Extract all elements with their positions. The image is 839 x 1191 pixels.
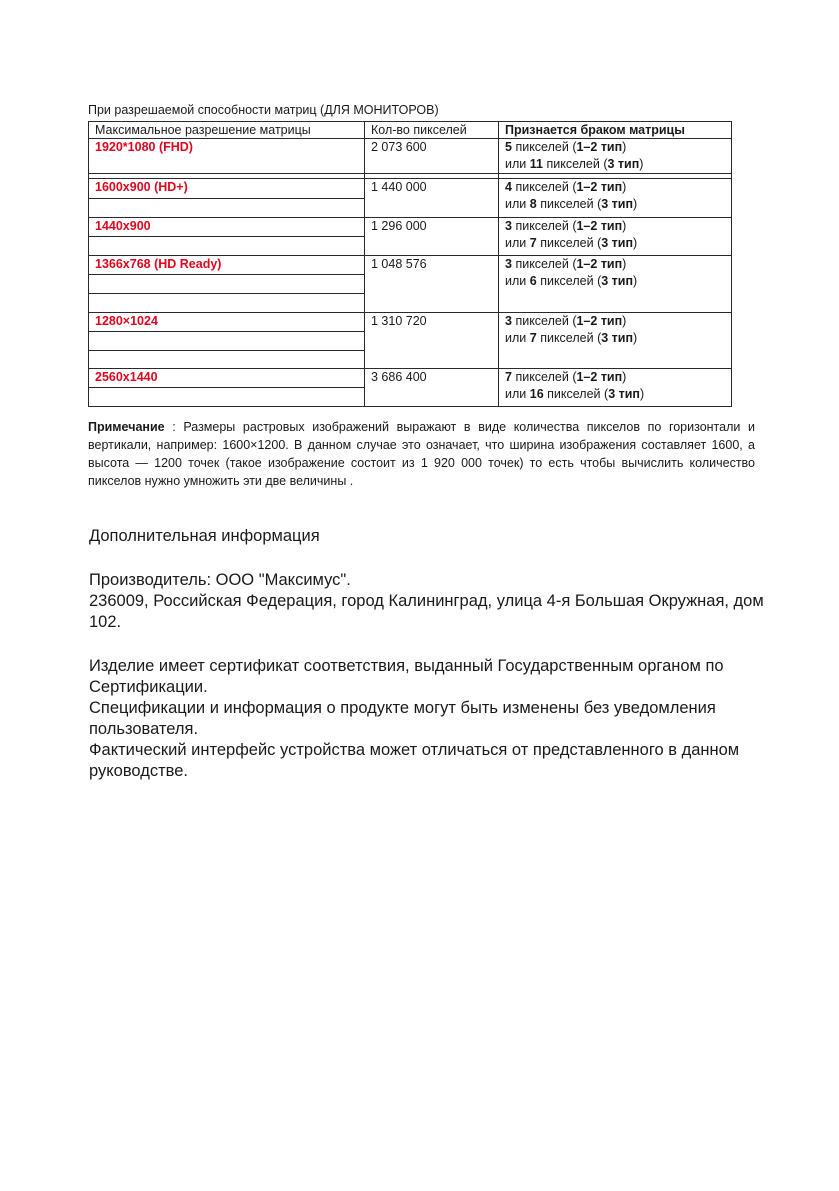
pixel-count-cell: 1 048 576 xyxy=(365,256,499,313)
empty-cell xyxy=(89,199,365,218)
defect-cell: 3 пикселей (1–2 тип) или 7 пикселей (3 тип) xyxy=(499,313,732,369)
resolution-cell: 1280×1024 xyxy=(89,313,365,332)
defect-cell: 7 пикселей (1–2 тип) или 16 пикселей (3 тип) xyxy=(499,369,732,407)
pixel-count-cell: 1 310 720 xyxy=(365,313,499,369)
empty-cell xyxy=(89,351,365,369)
info-heading: Дополнительная информация xyxy=(89,527,320,545)
empty-cell xyxy=(89,294,365,313)
defect-table xyxy=(88,121,732,407)
resolution-cell: 2560x1440 xyxy=(89,369,365,388)
interface-text: Фактический интерфейс устройства может отличаться от представленного в данном руководстве. xyxy=(89,741,740,780)
note-paragraph xyxy=(88,418,755,490)
manufacturer-line: Производитель: ООО "Максимус". xyxy=(89,571,351,589)
address-line: 236009, Российская Федерация, город Калининград, улица 4-я Большая Окружная, дом 102. xyxy=(89,592,764,631)
certificate-text: Изделие имеет сертификат соответствия, выданный Государственным органом по Сертификации. xyxy=(89,657,724,696)
table-row xyxy=(89,218,732,237)
table-caption: При разрешаемой способности матриц (ДЛЯ МОНИТОРОВ) xyxy=(88,103,439,117)
manufacturer-block xyxy=(89,570,789,633)
header-defect: Признается браком матрицы xyxy=(499,122,732,139)
defect-cell: 5 пикселей (1–2 тип) или 11 пикселей (3 тип) xyxy=(499,139,732,174)
table-row xyxy=(89,179,732,199)
defect-cell: 3 пикселей (1–2 тип) или 7 пикселей (3 тип) xyxy=(499,218,732,256)
pixel-count-cell: 2 073 600 xyxy=(365,139,499,174)
note-text: : Размеры растровых изображений выражают в виде количества пикселов по горизонтали и вертикали, например: 1600×1200. В данном случае это означает, что ширина изображения составляет 1600, а высота — 1200 точек (такое изображение состоит из 1 920 000 точек) то есть чтобы вычислить количество пикселов нужно умножить эти две величины . xyxy=(88,420,755,488)
defect-cell: 4 пикселей (1–2 тип) или 8 пикселей (3 тип) xyxy=(499,179,732,218)
resolution-cell: 1440x900 xyxy=(89,218,365,237)
table-header-row xyxy=(89,122,732,139)
table-row xyxy=(89,256,732,275)
note-label: Примечание xyxy=(88,420,165,434)
pixel-count-cell: 3 686 400 xyxy=(365,369,499,407)
header-resolution: Максимальное разрешение матрицы xyxy=(89,122,365,139)
pixel-count-cell: 1 296 000 xyxy=(365,218,499,256)
header-pixel-count: Кол-во пикселей xyxy=(365,122,499,139)
resolution-cell: 1600x900 (HD+) xyxy=(89,179,365,199)
specs-text: Спецификации и информация о продукте могут быть изменены без уведомления пользователя. xyxy=(89,699,716,738)
empty-cell xyxy=(89,237,365,256)
pixel-count-cell: 1 440 000 xyxy=(365,179,499,218)
resolution-cell: 1920*1080 (FHD) xyxy=(89,139,365,174)
empty-cell xyxy=(89,332,365,351)
legal-block xyxy=(89,656,789,782)
table-row xyxy=(89,313,732,332)
defect-cell: 3 пикселей (1–2 тип) или 6 пикселей (3 тип) xyxy=(499,256,732,313)
resolution-cell: 1366x768 (HD Ready) xyxy=(89,256,365,275)
empty-cell xyxy=(89,388,365,407)
empty-cell xyxy=(89,275,365,294)
table-row xyxy=(89,369,732,388)
